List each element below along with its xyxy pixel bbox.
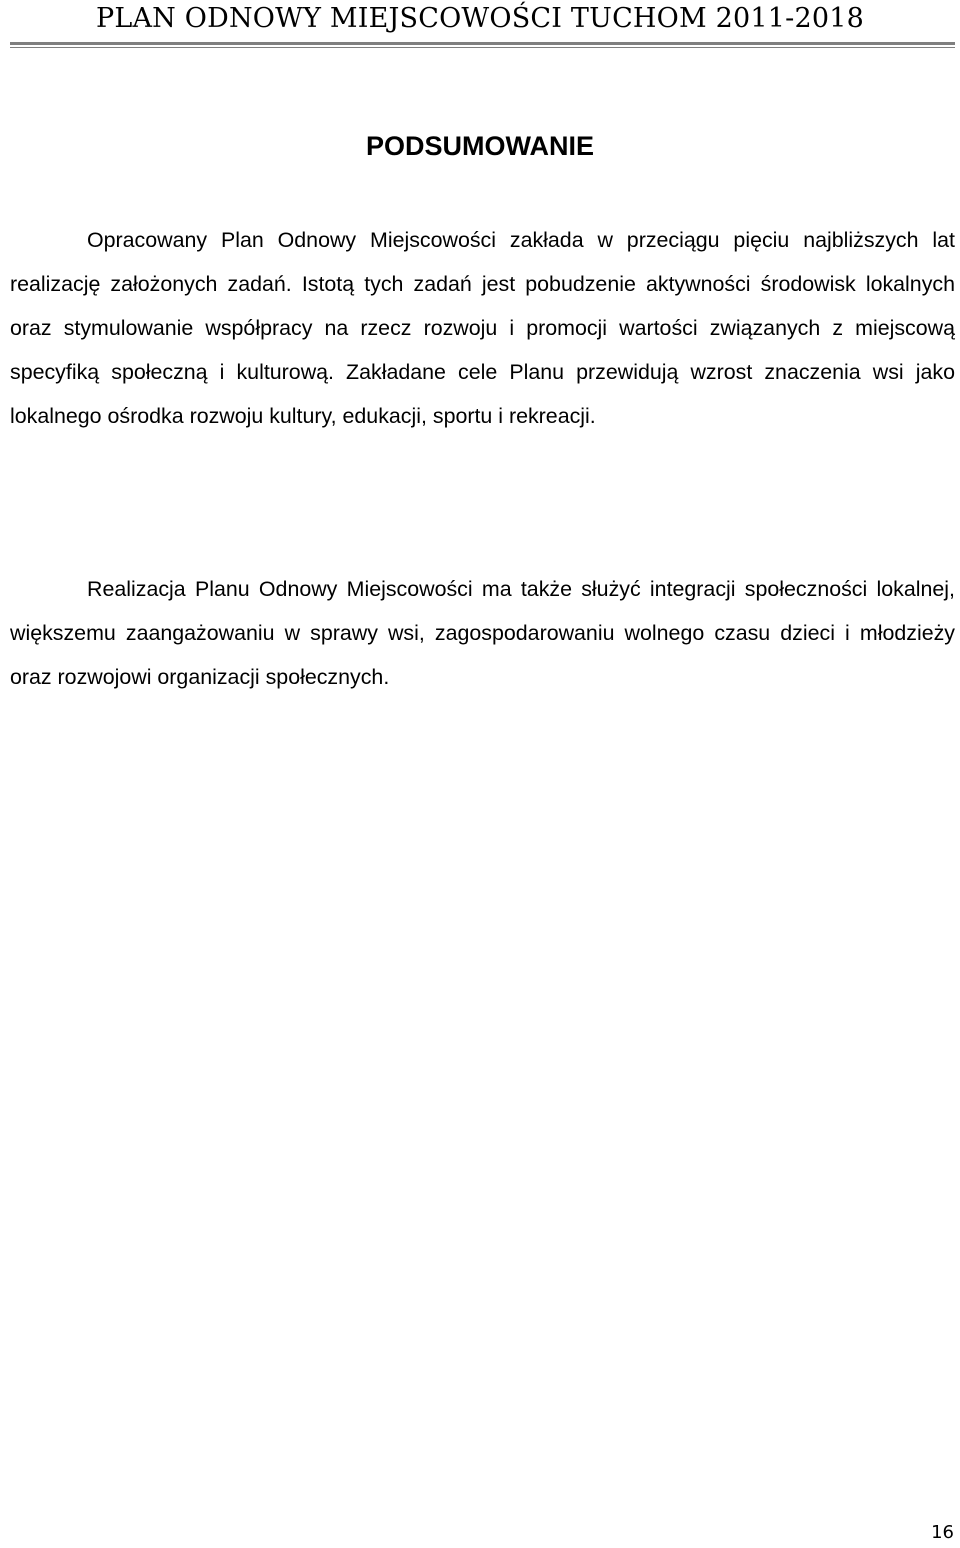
running-header-title: PLAN ODNOWY MIEJSCOWOŚCI TUCHOM 2011-2018 bbox=[95, 3, 864, 34]
summary-paragraph-2: Realizacja Planu Odnowy Miejscowości ma także służyć integracji społeczności lokalnej, większemu zaangażowaniu w sprawy wsi, zagospodarowaniu wolnego czasu dzieci i młodzieży oraz rozwojowi organizacji społecznych. bbox=[10, 577, 955, 689]
section-title: PODSUMOWANIE bbox=[365, 131, 594, 161]
summary-paragraph-1: Opracowany Plan Odnowy Miejscowości zakłada w przeciągu pięciu najbliższych lat realizację założonych zadań. Istotą tych zadań jest pobudzenie aktywności środowisk lokalnych oraz stymulowanie współpracy na rzecz rozwoju i promocji wartości związanych z miejscową specyfiką społeczną i kulturową. Zakładane cele Planu przewidują wzrost znaczenia wsi jako lokalnego ośrodka rozwoju kultury, edukacji, sportu i rekreacji. bbox=[10, 228, 955, 428]
header-divider-thick bbox=[10, 42, 955, 45]
page-number: 16 bbox=[931, 1522, 954, 1543]
header-divider-thin bbox=[10, 47, 955, 48]
